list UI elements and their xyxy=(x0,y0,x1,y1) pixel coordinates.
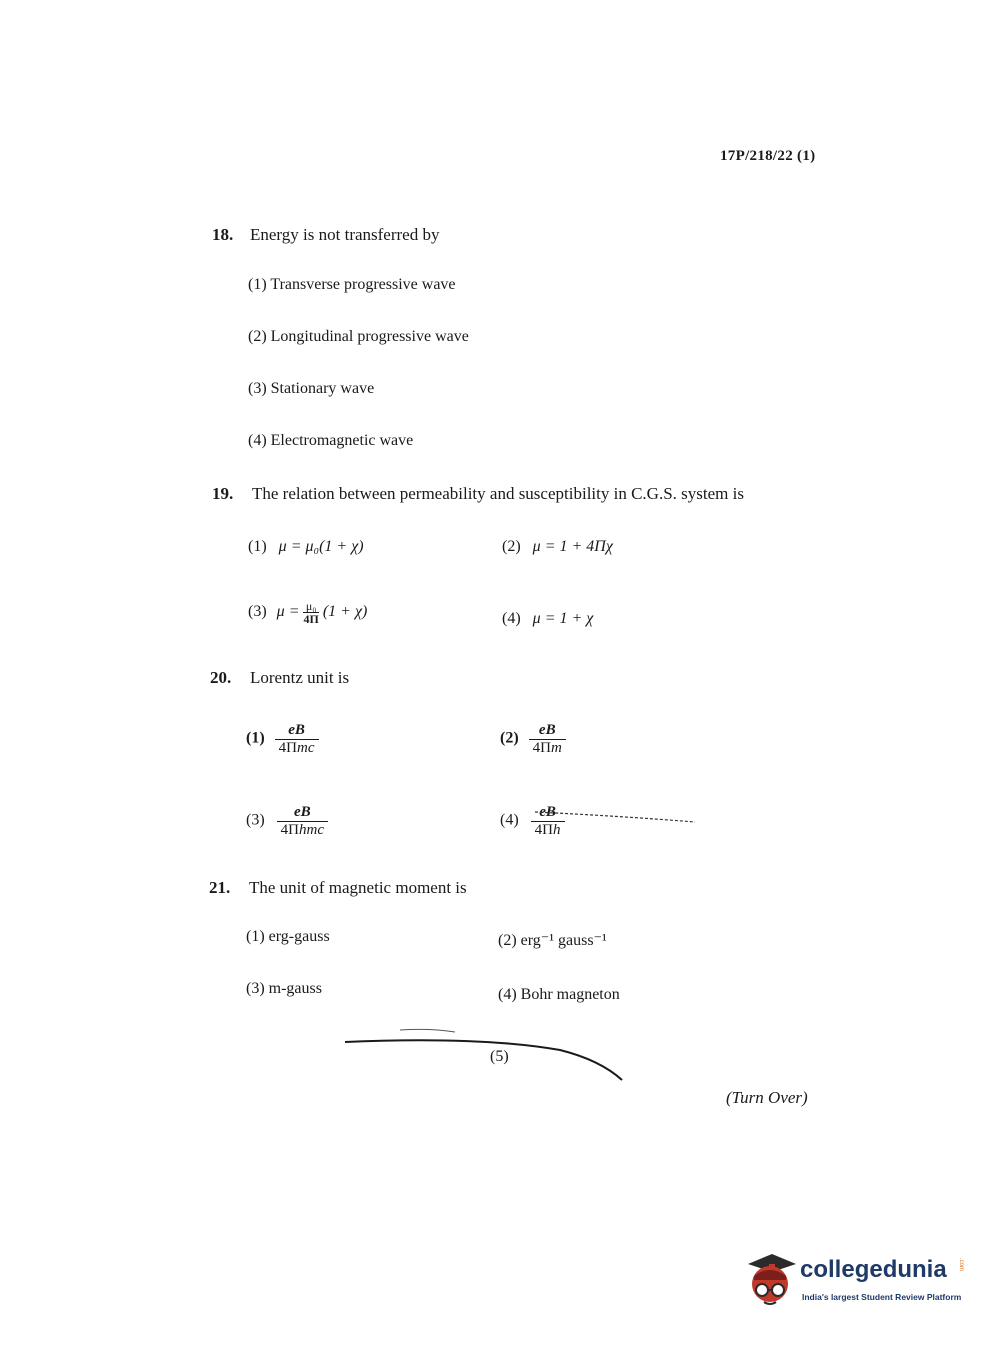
question-21-number: 21. xyxy=(209,878,231,897)
option-text: Bohr magneton xyxy=(520,986,620,1003)
option-label: (3) xyxy=(248,380,267,397)
page-number: (5) xyxy=(490,1048,509,1065)
paper-code: 17P/218/22 (1) xyxy=(720,148,816,164)
option-label: (3) xyxy=(248,603,267,621)
collegedunia-watermark xyxy=(742,1248,972,1318)
option-formula-rhs: (1 + χ) xyxy=(322,603,368,621)
fraction-numerator: eB xyxy=(538,722,556,738)
question-19-text: The relation between permeability and susceptibility in C.G.S. system is xyxy=(252,484,744,503)
option-formula: μ = μ₀(1 + χ) xyxy=(278,538,364,555)
option-label: (4) xyxy=(502,610,521,627)
option-text: Stationary wave xyxy=(270,380,375,397)
question-20-number: 20. xyxy=(210,668,232,687)
fraction-denominator: 4Πmc xyxy=(275,739,319,757)
mascot-icon xyxy=(742,1250,798,1312)
scribble-line xyxy=(535,812,695,822)
option-text: Transverse progressive wave xyxy=(270,276,456,293)
question-21-text: The unit of magnetic moment is xyxy=(249,878,467,897)
option-label: (4) xyxy=(498,986,517,1003)
option-label: (3) xyxy=(246,980,265,997)
option-text: erg-gauss xyxy=(268,928,330,945)
question-19-number: 19. xyxy=(212,484,234,503)
fraction-numerator: μ₀ xyxy=(305,599,317,613)
question-18-text: Energy is not transferred by xyxy=(250,225,440,244)
option-text: Longitudinal progressive wave xyxy=(270,328,469,345)
option-label: (3) xyxy=(246,811,265,829)
option-label: (2) xyxy=(502,538,521,555)
pen-stroke xyxy=(400,1029,455,1032)
fraction-denominator: 4Π xyxy=(303,612,319,626)
option-label: (4) xyxy=(248,432,267,449)
option-label: (2) xyxy=(498,932,517,949)
fraction-denominator: 4Πhmc xyxy=(277,821,328,839)
option-formula: μ = 1 + χ xyxy=(532,610,594,627)
option-formula: μ = 1 + 4Πχ xyxy=(532,538,613,555)
question-18-number: 18. xyxy=(212,225,234,244)
option-label: (2) xyxy=(500,729,519,747)
option-label: (2) xyxy=(248,328,267,345)
fraction-denominator: 4Πm xyxy=(529,739,566,757)
option-label: (1) xyxy=(246,928,265,945)
option-formula-lhs: μ = xyxy=(276,603,300,621)
fraction-numerator: eB xyxy=(293,804,311,820)
fraction-denominator: 4Πh xyxy=(531,821,565,839)
option-label: (1) xyxy=(246,729,265,747)
brand-tagline: India's largest Student Review Platform xyxy=(802,1292,962,1302)
pen-stroke xyxy=(345,1040,622,1080)
option-text: erg⁻¹ gauss⁻¹ xyxy=(520,932,607,949)
fraction-numerator: eB xyxy=(288,722,305,738)
option-text: m-gauss xyxy=(268,980,322,997)
fraction-numerator: eB xyxy=(539,804,556,820)
question-20-text: Lorentz unit is xyxy=(250,668,350,687)
brand-dotcom: .com xyxy=(958,1258,964,1272)
brand-name: collegedunia xyxy=(800,1256,947,1283)
option-label: (4) xyxy=(500,811,519,829)
option-text: Electromagnetic wave xyxy=(270,432,414,449)
option-label: (1) xyxy=(248,276,267,293)
option-label: (1) xyxy=(248,538,267,555)
turn-over-note: (Turn Over) xyxy=(726,1088,808,1107)
